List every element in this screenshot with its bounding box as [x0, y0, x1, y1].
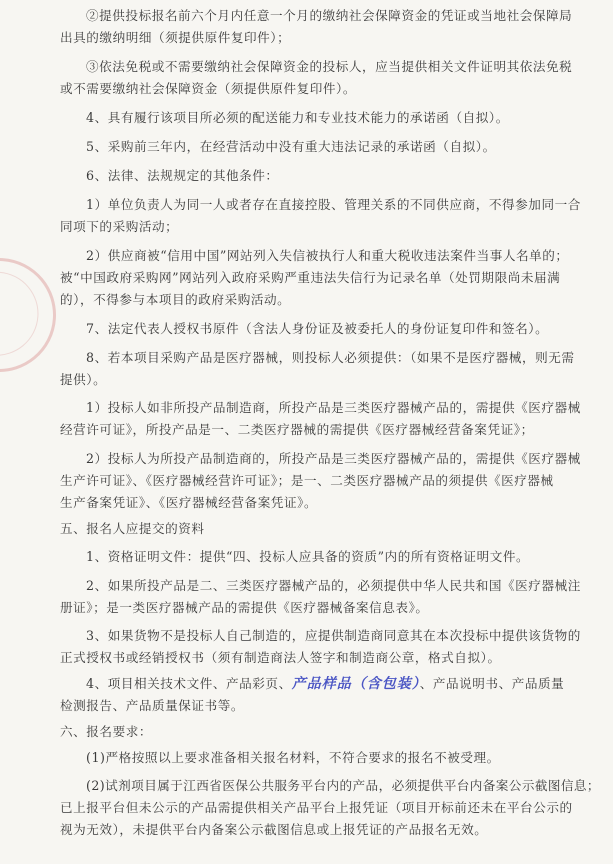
text-line: 册证》；是一类医疗器械产品的需提供《医疗器械备案信息表》。: [60, 600, 429, 615]
text-line: 被“中国政府采购网”网站列入政府采购严重违法失信行为记录名单（处罚期限尚未届满: [60, 270, 561, 285]
text-line: 4、具有履行该项目所必须的配送能力和专业技术能力的承诺函（自拟）。: [86, 110, 509, 125]
text-line: 五、报名人应提交的资料: [60, 521, 205, 536]
text-line: (2)试剂项目属于江西省医保公共服务平台内的产品，必须提供平台内备案公示截图信息；: [86, 778, 600, 793]
seal-stamp: [0, 243, 71, 387]
text-line: 3、如果货物不是投标人自己制造的，应提供制造商同意其在本次投标中提供该货物的: [86, 628, 581, 643]
text-line: 六、报名要求：: [60, 724, 153, 739]
text-line: 经营许可证》，所投产品是一、二类医疗器械的需提供《医疗器械经营备案凭证》；: [60, 422, 534, 437]
item-4-text: 4、项目相关技术文件、产品彩页、: [86, 676, 292, 691]
text-line: 同项下的采购活动；: [60, 219, 179, 234]
text-line: 出具的缴纳明细（须提供原件复印件）；: [60, 30, 291, 45]
text-line: 生产备案凭证》、《医疗器械经营备案凭证》。: [60, 495, 318, 510]
text-line: ②提供投标报名前六个月内任意一个月的缴纳社会保障资金的凭证或当地社会保障局: [86, 8, 573, 23]
item-4-text-rest: 、产品说明书、产品质量: [419, 676, 565, 691]
text-line: 的），不得参与本项目的政府采购活动。: [60, 292, 291, 307]
text-line: 1）投标人如非所投产品制造商，所投产品是三类医疗器械产品的，需提供《医疗器械: [86, 400, 581, 415]
text-line: 6、法律、法规规定的其他条件：: [86, 168, 279, 183]
text-line: 2、如果所投产品是二、三类医疗器械产品的，必须提供中华人民共和国《医疗器械注: [86, 578, 581, 593]
text-line: 1、资格证明文件：提供“四、投标人应具备的资质”内的所有资格证明文件。: [86, 549, 530, 564]
text-line: 检测报告、产品质量保证书等。: [60, 698, 245, 713]
text-line: 或不需要缴纳社会保障资金（须提供原件复印件）。: [60, 81, 357, 96]
text-line: ③依法免税或不需要缴纳社会保障资金的投标人，应当提供相关文件证明其依法免税: [86, 59, 573, 74]
text-line: 提供）。: [60, 372, 107, 387]
text-line: 7、法定代表人授权书原件（含法人身份证及被委托人的身份证复印件和签名）。: [86, 321, 549, 336]
text-line: 8、若本项目采购产品是医疗器械，则投标人必须提供：（如果不是医疗器械，则无需: [86, 350, 575, 365]
text-line: 生产许可证》、《医疗器械经营许可证》；是一、二类医疗器械产品的须提供《医疗器械: [60, 473, 554, 488]
item-4-line: [86, 676, 564, 692]
text-line: 2）供应商被“信用中国”网站列入失信被执行人和重大税收违法案件当事人名单的；: [86, 248, 569, 263]
text-line: 正式授权书或经销授权书（须有制造商法人签字和制造商公章，格式自拟）。: [60, 650, 501, 665]
text-line: 2）投标人为所投产品制造商的，所投产品是三类医疗器械产品的，需提供《医疗器械: [86, 451, 581, 466]
handwritten-insertion: 产品样品（含包装）: [291, 676, 420, 692]
text-line: (1)严格按照以上要求准备相关报名材料，不符合要求的报名不被受理。: [86, 750, 500, 765]
text-line: 视为无效），未提供平台内备案公示截图信息或上报凭证的产品报名无效。: [60, 822, 488, 837]
text-line: 5、采购前三年内，在经营活动中没有重大违法记录的承诺函（自拟）。: [86, 139, 496, 154]
text-line: 1）单位负责人为同一人或者存在直接控股、管理关系的不同供应商，不得参加同一合: [86, 197, 581, 212]
text-line: 已上报平台但未公示的产品需提供相关产品平台上报凭证（项目开标前还未在平台公示的: [60, 800, 573, 815]
